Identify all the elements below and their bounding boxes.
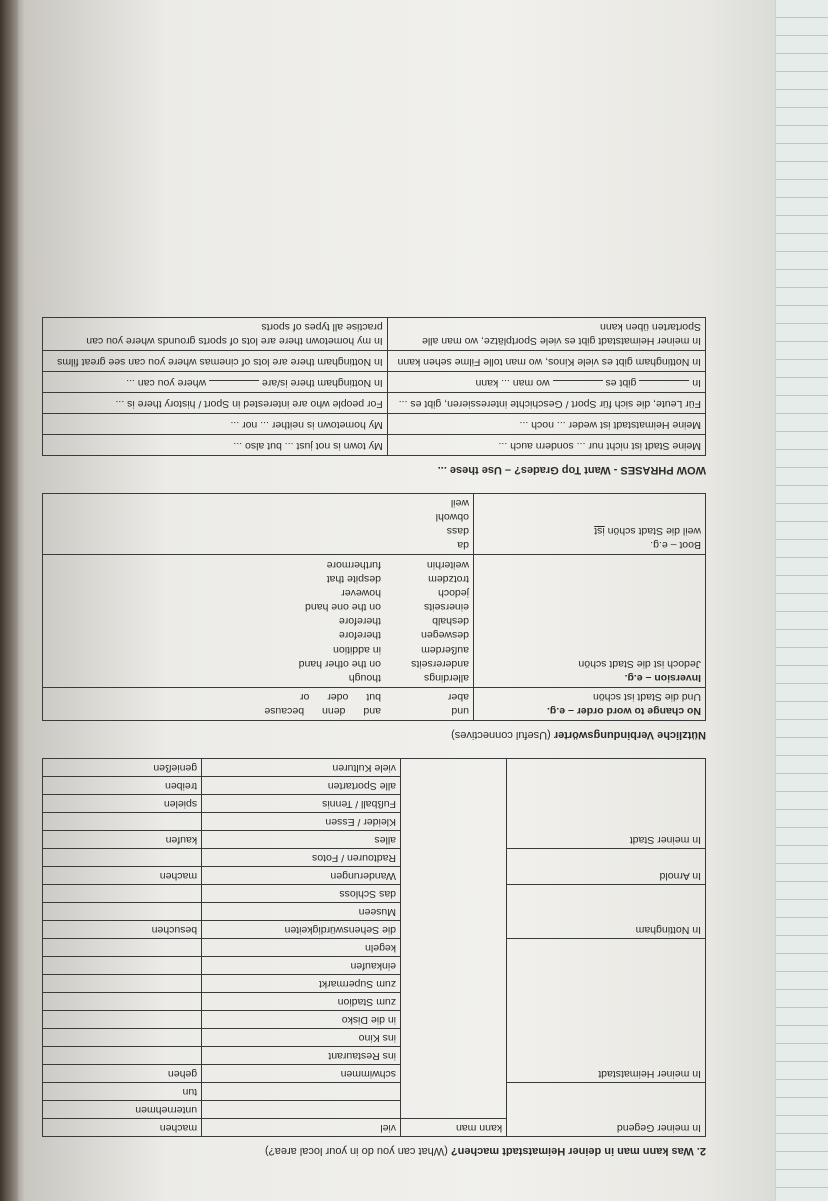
wow-de: Meine Heimatstadt ist weder ... noch ... xyxy=(387,413,705,434)
wow-en: My town is not just ... but also ... xyxy=(43,434,388,455)
connective-en: but xyxy=(366,691,381,704)
verb-cell: kaufen xyxy=(43,831,202,849)
activity-cell: viele Kulturen xyxy=(202,759,401,777)
connective-en: on the other hand xyxy=(298,657,381,670)
connective-en: despite that xyxy=(326,572,381,585)
boot-example: weil die Stadt schön ist xyxy=(594,525,701,538)
connective-en: however xyxy=(341,586,381,599)
inversion-example: Jedoch ist die Stadt schön xyxy=(578,657,701,670)
left-shadow xyxy=(0,0,18,1201)
boot-word: da xyxy=(457,539,469,552)
boot-example-verb: ist xyxy=(594,525,605,538)
quantity-cell: viel xyxy=(202,1119,401,1137)
activity-cell: alles xyxy=(202,831,401,849)
connective-de: trotzdem xyxy=(428,572,469,585)
wow-de: Für Leute, die sich für Sport / Geschichte interessieren, gibt es ... xyxy=(387,392,705,413)
wow-de: In Nottingham gibt es viele Kinos, wo man tolle Filme sehen kann xyxy=(387,350,705,371)
worksheet-page xyxy=(42,28,706,1158)
boot-words xyxy=(43,493,474,555)
activity-cell: einkaufen xyxy=(202,957,401,975)
connective-de: jedoch xyxy=(438,586,469,599)
boot-label-cell xyxy=(473,493,705,555)
activity-cell: Radtouren / Fotos xyxy=(202,849,401,867)
place-cell: In meiner Gegend xyxy=(507,1119,706,1137)
inversion-label: Inversion – e.g. xyxy=(624,671,701,684)
wow-en: In my hometown there are lots of sports grounds where you can practise all types of sports xyxy=(43,317,388,350)
no-change-label: No change to word order – e.g. xyxy=(546,705,701,718)
connective-en: on the one hand xyxy=(305,601,381,614)
connectives-table xyxy=(42,493,706,722)
connective-de: aber xyxy=(447,691,469,704)
wow-en-gap: In Nottingham there is/are where you can ... xyxy=(43,371,388,392)
activity-cell: das Schloss xyxy=(202,885,401,903)
activity-cell: Fußball / Tennis xyxy=(202,795,401,813)
connective-en: and xyxy=(363,705,381,718)
connective-de: einerseits xyxy=(424,601,469,614)
wow-de-gap: In gibt es wo man ... kann xyxy=(387,371,705,392)
connective-en: because xyxy=(264,705,305,718)
connective-de: oder xyxy=(327,691,349,704)
boot-word: dass xyxy=(446,525,469,538)
activity-cell: alle Sportarten xyxy=(202,777,401,795)
wow-en: For people who are interested in Sport / history there is ... xyxy=(43,392,388,413)
verb-cell: machen xyxy=(43,867,202,885)
place-cell: In Nottingham xyxy=(507,921,706,939)
activity-cell: die Sehenswürdigkeiten xyxy=(202,921,401,939)
place-cell: In meiner Heimatstadt xyxy=(507,1065,706,1083)
activity-cell: zum Supermarkt xyxy=(202,975,401,993)
verb-cell: machen xyxy=(43,1119,202,1137)
connective-en: though xyxy=(348,671,381,684)
blank-line xyxy=(553,380,603,390)
connective-en: therefore xyxy=(338,615,381,628)
activity-cell: Wanderungen xyxy=(202,867,401,885)
activity-cell: ins Kino xyxy=(202,1029,401,1047)
verb-cell: tun xyxy=(43,1083,202,1101)
ruled-notebook-edge xyxy=(775,0,828,1201)
activity-cell: schwimmen xyxy=(202,1065,401,1083)
wow-phrases-table xyxy=(42,317,706,456)
no-change-label-cell xyxy=(473,687,705,720)
activity-cell: ins Restaurant xyxy=(202,1047,401,1065)
connectives-heading: Nützliche Verbindungswörter (Useful connectives) xyxy=(451,729,706,742)
wow-en: My hometown is neither ... nor ... xyxy=(43,413,388,434)
verb-cell: spielen xyxy=(43,795,202,813)
boot-label: Boot – e.g. xyxy=(650,539,701,552)
wow-heading: WOW PHRASES - Want Top Grades? – Use these ... xyxy=(437,463,706,476)
no-change-example: Und die Stadt ist schön xyxy=(593,691,701,704)
connective-de: weiterhin xyxy=(426,558,469,571)
no-change-words xyxy=(43,687,474,720)
activity-cell: kegeln xyxy=(202,939,401,957)
blank-line xyxy=(209,380,259,390)
connective-de: andererseits xyxy=(411,657,469,670)
boot-word: obwohl xyxy=(435,511,469,524)
activity-cell: zum Stadion xyxy=(202,993,401,1011)
activities-table xyxy=(42,758,706,1137)
connective-en: in addition xyxy=(333,643,381,656)
wow-en: In Nottingham there are lots of cinemas where you can see great films xyxy=(43,350,388,371)
connective-de: allerdings xyxy=(424,671,469,684)
connective-de: deshalb xyxy=(432,615,469,628)
verb-cell: gehen xyxy=(43,1065,202,1083)
activity-cell: in die Disko xyxy=(202,1011,401,1029)
blank-line xyxy=(639,380,689,390)
connective-de: denn xyxy=(322,705,346,718)
activity-cell: Kleider / Essen xyxy=(202,813,401,831)
section-2-heading: 2. Was kann man in deiner Heimatstadt machen? (What can you do in your local area?) xyxy=(265,1145,706,1157)
connective-en: therefore xyxy=(338,629,381,642)
connective-en: or xyxy=(299,691,310,704)
place-cell: In Arnold xyxy=(507,867,706,885)
verb-phrase-cell: kann man xyxy=(401,1119,507,1137)
connective-en: furthermore xyxy=(326,558,381,571)
connective-de: und xyxy=(451,705,469,718)
verb-cell: genießen xyxy=(43,759,202,777)
wow-de: In meiner Heimatstadt gibt es viele Sportplätze, wo man alle Sportarten üben kann xyxy=(387,317,705,350)
activity-cell: Museen xyxy=(202,903,401,921)
verb-cell: unternehmen xyxy=(43,1101,202,1119)
wow-de: Meine Stadt ist nicht nur ... sondern auch ... xyxy=(387,434,705,455)
verb-cell: treiben xyxy=(43,777,202,795)
place-cell: In meiner Stadt xyxy=(507,831,706,849)
boot-word: weil xyxy=(450,496,469,509)
inversion-words xyxy=(43,555,474,688)
connective-de: deswegen xyxy=(421,629,469,642)
verb-cell: besuchen xyxy=(43,921,202,939)
connective-de: außerdem xyxy=(421,643,469,656)
inversion-label-cell xyxy=(473,555,705,688)
